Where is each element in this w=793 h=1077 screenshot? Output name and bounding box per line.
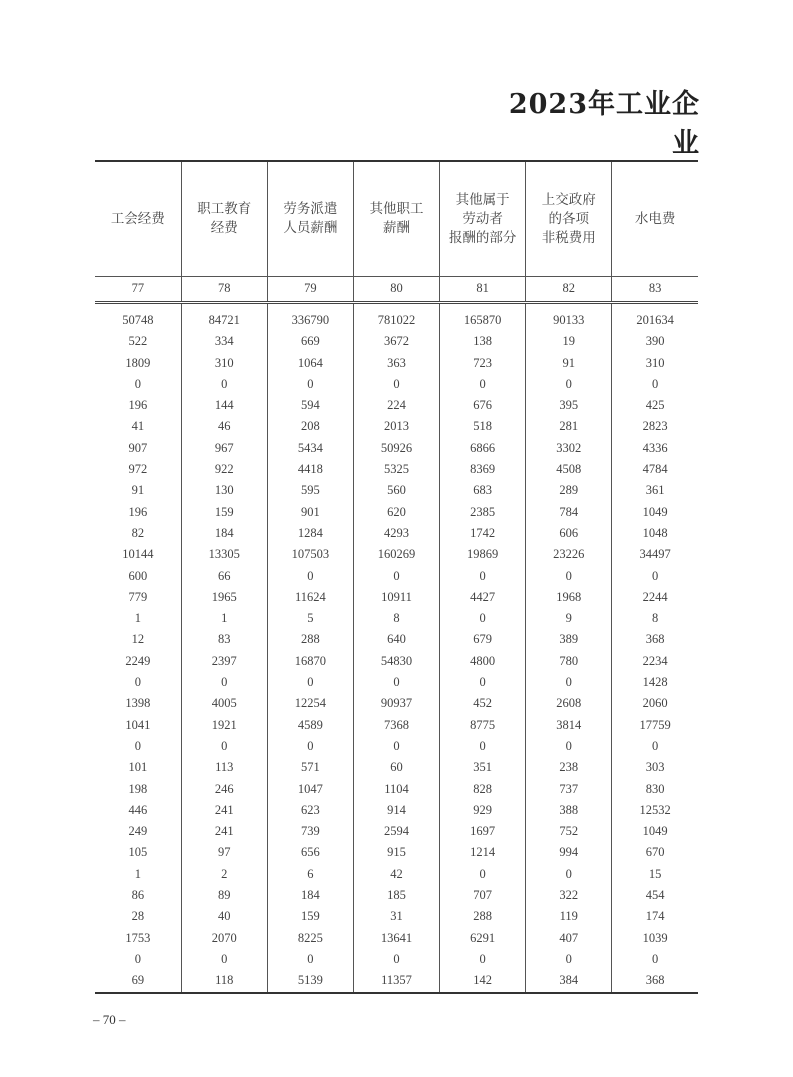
- column-code-row: [95, 277, 698, 303]
- table-cell: 13641: [353, 928, 439, 949]
- table-cell: 89: [181, 885, 267, 906]
- table-cell: 19869: [440, 544, 526, 565]
- table-cell: 0: [134, 376, 141, 391]
- table-cell: 780: [526, 651, 612, 672]
- table-cell: 174: [612, 906, 698, 927]
- table-cell: 368: [612, 629, 698, 650]
- column-code: 79: [267, 277, 353, 303]
- table-row: [95, 928, 698, 949]
- table-cell: 224: [353, 395, 439, 416]
- table-row: [95, 821, 698, 842]
- table-cell: 0: [440, 949, 526, 970]
- table-cell: 0: [353, 566, 439, 587]
- table-cell: 929: [440, 800, 526, 821]
- table-cell: 752: [526, 821, 612, 842]
- table-cell: 91: [526, 353, 612, 374]
- table-cell: 4418: [267, 459, 353, 480]
- table-cell: 5: [267, 608, 353, 629]
- column-header: [95, 161, 181, 277]
- column-header-line: 报酬的部分: [448, 229, 517, 246]
- table-cell: 361: [612, 480, 698, 501]
- table-cell: 0: [440, 566, 526, 587]
- table-cell: 914: [353, 800, 439, 821]
- column-header-line: 劳务派遣: [283, 201, 338, 217]
- table-cell: 0: [134, 675, 141, 690]
- table-cell: 201634: [612, 303, 698, 332]
- table-row: [95, 587, 698, 608]
- table-row: [95, 715, 698, 736]
- table-cell: 41: [131, 419, 145, 434]
- table-cell: 739: [267, 821, 353, 842]
- table-cell: 518: [440, 416, 526, 437]
- table-cell: 91: [131, 483, 145, 498]
- table-cell: 3672: [353, 331, 439, 352]
- column-header: [440, 161, 526, 277]
- table-cell: 336790: [267, 303, 353, 332]
- table-row: [95, 949, 698, 970]
- table-cell: 0: [440, 864, 526, 885]
- table-row: [95, 970, 698, 992]
- table-cell: 241: [181, 821, 267, 842]
- table-cell: 82: [131, 525, 145, 540]
- table-cell: 571: [267, 757, 353, 778]
- table-cell: 640: [353, 629, 439, 650]
- table-cell: 42: [353, 864, 439, 885]
- table-cell: 967: [181, 438, 267, 459]
- table-cell: 4293: [353, 523, 439, 544]
- table-cell: 2608: [526, 693, 612, 714]
- column-header-line: 工会经费: [110, 210, 165, 227]
- table-body: [95, 277, 698, 993]
- table-cell: 0: [181, 736, 267, 757]
- table-cell: 10144: [122, 547, 154, 562]
- table-cell: 288: [440, 906, 526, 927]
- table-cell: 1742: [440, 523, 526, 544]
- table-cell: 8775: [440, 715, 526, 736]
- table-cell: 12254: [267, 693, 353, 714]
- table-cell: 19: [526, 331, 612, 352]
- table-cell: 1214: [440, 842, 526, 863]
- table-row: [95, 693, 698, 714]
- table-cell: 368: [612, 970, 698, 992]
- table-cell: 0: [526, 736, 612, 757]
- table-cell: 86: [131, 888, 145, 903]
- table-cell: 1064: [267, 353, 353, 374]
- table-cell: 363: [353, 353, 439, 374]
- table-cell: 208: [267, 416, 353, 437]
- table-cell: 2397: [181, 651, 267, 672]
- table-cell: 1809: [125, 355, 151, 370]
- table-row: [95, 374, 698, 395]
- table-cell: 90937: [353, 693, 439, 714]
- table-cell: 1428: [612, 672, 698, 693]
- table-cell: 669: [267, 331, 353, 352]
- table-row: [95, 395, 698, 416]
- table-cell: 446: [128, 802, 148, 817]
- table-cell: 1104: [353, 779, 439, 800]
- table-cell: 907: [128, 440, 148, 455]
- page-title: 2023年工业企业: [508, 89, 700, 159]
- table-cell: 2594: [353, 821, 439, 842]
- table-cell: 105: [128, 845, 148, 860]
- table-cell: 1048: [612, 523, 698, 544]
- table-cell: 0: [526, 864, 612, 885]
- table-cell: 1398: [125, 696, 151, 711]
- table-cell: 0: [134, 951, 141, 966]
- table-cell: 60: [353, 757, 439, 778]
- column-header: [181, 161, 267, 277]
- column-header-line: 的各项: [548, 210, 590, 227]
- table-cell: 1049: [612, 821, 698, 842]
- table-cell: 4427: [440, 587, 526, 608]
- column-header-line: 薪酬: [382, 220, 410, 236]
- column-header-line: 其他属于: [455, 191, 510, 208]
- table-cell: 289: [526, 480, 612, 501]
- table-cell: 407: [526, 928, 612, 949]
- table-cell: 8225: [267, 928, 353, 949]
- table-cell: 4800: [440, 651, 526, 672]
- table-cell: 0: [526, 566, 612, 587]
- table-cell: 779: [128, 589, 148, 604]
- table-row: [95, 331, 698, 352]
- table-cell: 2234: [612, 651, 698, 672]
- table-cell: 679: [440, 629, 526, 650]
- table-cell: 623: [267, 800, 353, 821]
- table-cell: 142: [440, 970, 526, 992]
- table-cell: 83: [181, 629, 267, 650]
- table-cell: 0: [181, 374, 267, 395]
- table-row: [95, 416, 698, 437]
- table-cell: 310: [612, 353, 698, 374]
- column-header: [353, 161, 439, 277]
- table-row: [95, 779, 698, 800]
- table-cell: 0: [267, 949, 353, 970]
- column-code: 77: [95, 277, 181, 303]
- table-cell: 84721: [181, 303, 267, 332]
- table-row: [95, 353, 698, 374]
- table-cell: 185: [353, 885, 439, 906]
- table-cell: 8369: [440, 459, 526, 480]
- table-cell: 249: [128, 824, 148, 839]
- table-cell: 0: [353, 672, 439, 693]
- table-cell: 0: [267, 566, 353, 587]
- table-cell: 3302: [526, 438, 612, 459]
- table-cell: 241: [181, 800, 267, 821]
- column-header: [526, 161, 612, 277]
- table-cell: 11624: [267, 587, 353, 608]
- table-cell: 425: [612, 395, 698, 416]
- table-cell: 2013: [353, 416, 439, 437]
- table-cell: 915: [353, 842, 439, 863]
- table-cell: 3814: [526, 715, 612, 736]
- table-cell: 683: [440, 480, 526, 501]
- table-cell: 454: [612, 885, 698, 906]
- table-cell: 54830: [353, 651, 439, 672]
- table-row: [95, 459, 698, 480]
- table-cell: 0: [181, 949, 267, 970]
- table-row: [95, 842, 698, 863]
- table-cell: 9: [526, 608, 612, 629]
- table-cell: 0: [440, 736, 526, 757]
- table-cell: 1041: [125, 717, 151, 732]
- table-cell: 384: [526, 970, 612, 992]
- column-header: [267, 161, 353, 277]
- table-cell: 159: [267, 906, 353, 927]
- table-cell: 31: [353, 906, 439, 927]
- table-cell: 0: [267, 672, 353, 693]
- table-cell: 159: [181, 502, 267, 523]
- table-cell: 1697: [440, 821, 526, 842]
- table-cell: 5434: [267, 438, 353, 459]
- column-header-line: 职工教育: [197, 201, 252, 217]
- table-cell: 1: [134, 611, 141, 626]
- table-cell: 0: [612, 374, 698, 395]
- column-code: 78: [181, 277, 267, 303]
- table-cell: 118: [181, 970, 267, 992]
- table-cell: 972: [128, 462, 148, 477]
- table-cell: 560: [353, 480, 439, 501]
- table-row: [95, 864, 698, 885]
- table-row: [95, 736, 698, 757]
- table-cell: 830: [612, 779, 698, 800]
- column-code: 80: [353, 277, 439, 303]
- table-cell: 303: [612, 757, 698, 778]
- table-cell: 281: [526, 416, 612, 437]
- table-cell: 1047: [267, 779, 353, 800]
- column-header-line: 非税费用: [541, 229, 596, 246]
- table-cell: 107503: [267, 544, 353, 565]
- table-cell: 0: [612, 736, 698, 757]
- table-row: [95, 608, 698, 629]
- table-cell: 0: [526, 672, 612, 693]
- table-row: [95, 629, 698, 650]
- table-cell: 97: [181, 842, 267, 863]
- table-cell: 707: [440, 885, 526, 906]
- table-cell: 50926: [353, 438, 439, 459]
- table-cell: 676: [440, 395, 526, 416]
- column-code: 81: [440, 277, 526, 303]
- table-cell: 288: [267, 629, 353, 650]
- table-cell: 1753: [125, 930, 151, 945]
- table-cell: 600: [128, 568, 148, 583]
- table-cell: 50748: [122, 313, 154, 327]
- table-cell: 522: [128, 334, 148, 349]
- table-cell: 0: [612, 566, 698, 587]
- table-cell: 119: [526, 906, 612, 927]
- table-cell: 69: [131, 973, 145, 988]
- table-cell: 17759: [612, 715, 698, 736]
- table-cell: 0: [440, 374, 526, 395]
- table-cell: 34497: [612, 544, 698, 565]
- table-cell: 1039: [612, 928, 698, 949]
- table-cell: 184: [267, 885, 353, 906]
- table-cell: 1: [134, 866, 141, 881]
- table-cell: 0: [267, 736, 353, 757]
- table-cell: 0: [612, 949, 698, 970]
- column-header-line: 人员薪酬: [283, 220, 338, 236]
- column-code: 83: [612, 277, 698, 303]
- table-cell: 0: [440, 608, 526, 629]
- table-cell: 0: [526, 949, 612, 970]
- table-cell: 10911: [353, 587, 439, 608]
- table-cell: 1921: [181, 715, 267, 736]
- table-cell: 11357: [353, 970, 439, 992]
- data-table: [95, 160, 698, 994]
- table-cell: 452: [440, 693, 526, 714]
- table-cell: 322: [526, 885, 612, 906]
- table-cell: 138: [440, 331, 526, 352]
- table-cell: 1049: [612, 502, 698, 523]
- table-cell: 606: [526, 523, 612, 544]
- table-cell: 101: [128, 760, 148, 775]
- column-header-line: 经费: [210, 220, 238, 236]
- table-cell: 388: [526, 800, 612, 821]
- table-cell: 1284: [267, 523, 353, 544]
- table-cell: 620: [353, 502, 439, 523]
- table-cell: 670: [612, 842, 698, 863]
- table-cell: 184: [181, 523, 267, 544]
- table-cell: 144: [181, 395, 267, 416]
- table-cell: 2060: [612, 693, 698, 714]
- table-cell: 784: [526, 502, 612, 523]
- table-cell: 28: [131, 909, 145, 924]
- column-header-line: 劳动者: [462, 210, 503, 227]
- table-cell: 595: [267, 480, 353, 501]
- table-cell: 1968: [526, 587, 612, 608]
- table-row: [95, 800, 698, 821]
- table-cell: 0: [181, 672, 267, 693]
- table-cell: 246: [181, 779, 267, 800]
- table-cell: 390: [612, 331, 698, 352]
- table-cell: 0: [353, 949, 439, 970]
- table-cell: 922: [181, 459, 267, 480]
- table-cell: 2244: [612, 587, 698, 608]
- table-row: [95, 757, 698, 778]
- table-cell: 46: [181, 416, 267, 437]
- table-cell: 23226: [526, 544, 612, 565]
- table-cell: 8: [353, 608, 439, 629]
- table-cell: 723: [440, 353, 526, 374]
- table-cell: 5139: [267, 970, 353, 992]
- table-cell: 901: [267, 502, 353, 523]
- table-cell: 389: [526, 629, 612, 650]
- table-cell: 994: [526, 842, 612, 863]
- table-cell: 1: [181, 608, 267, 629]
- table-cell: 395: [526, 395, 612, 416]
- table-cell: 198: [128, 781, 148, 796]
- table-cell: 4508: [526, 459, 612, 480]
- table-cell: 2823: [612, 416, 698, 437]
- table-row: [95, 544, 698, 565]
- page-number: – 70 –: [93, 1012, 126, 1027]
- column-code: 82: [526, 277, 612, 303]
- table-cell: 8: [612, 608, 698, 629]
- table-cell: 4589: [267, 715, 353, 736]
- table-cell: 113: [181, 757, 267, 778]
- column-header-line: 上交政府: [541, 191, 596, 208]
- table-cell: 2070: [181, 928, 267, 949]
- table-cell: 0: [134, 738, 141, 753]
- table-cell: 334: [181, 331, 267, 352]
- table-cell: 12: [131, 632, 145, 647]
- table-cell: 781022: [353, 303, 439, 332]
- table-cell: 2385: [440, 502, 526, 523]
- table-cell: 0: [353, 374, 439, 395]
- table-cell: 15: [612, 864, 698, 885]
- table-cell: 90133: [526, 303, 612, 332]
- table-cell: 310: [181, 353, 267, 374]
- table-row: [95, 303, 698, 332]
- table-cell: 66: [181, 566, 267, 587]
- table-cell: 160269: [353, 544, 439, 565]
- table-cell: 196: [128, 504, 148, 519]
- table-row: [95, 672, 698, 693]
- table-row: [95, 885, 698, 906]
- column-header-line: 其他职工: [369, 201, 424, 217]
- table-cell: 130: [181, 480, 267, 501]
- table-cell: 4784: [612, 459, 698, 480]
- table-row: [95, 523, 698, 544]
- table-row: [95, 651, 698, 672]
- table-cell: 16870: [267, 651, 353, 672]
- table-cell: 1965: [181, 587, 267, 608]
- table-cell: 594: [267, 395, 353, 416]
- table-cell: 6: [267, 864, 353, 885]
- table-header-row: [95, 161, 698, 277]
- table-cell: 0: [526, 374, 612, 395]
- column-header: [612, 161, 698, 277]
- table-cell: 238: [526, 757, 612, 778]
- table-row: [95, 502, 698, 523]
- table-cell: 4005: [181, 693, 267, 714]
- table-cell: 196: [128, 398, 148, 413]
- table-cell: 0: [440, 672, 526, 693]
- column-header-line: 水电费: [634, 210, 676, 227]
- table-cell: 2249: [125, 653, 151, 668]
- table-cell: 828: [440, 779, 526, 800]
- table-cell: 40: [181, 906, 267, 927]
- table-row: [95, 480, 698, 501]
- table-cell: 4336: [612, 438, 698, 459]
- table-cell: 351: [440, 757, 526, 778]
- table-cell: 737: [526, 779, 612, 800]
- table-cell: 7368: [353, 715, 439, 736]
- table-cell: 6866: [440, 438, 526, 459]
- table-cell: 12532: [612, 800, 698, 821]
- table-row: [95, 566, 698, 587]
- table-cell: 13305: [181, 544, 267, 565]
- table-cell: 5325: [353, 459, 439, 480]
- table-row: [95, 906, 698, 927]
- table-cell: 0: [267, 374, 353, 395]
- table-cell: 656: [267, 842, 353, 863]
- table-cell: 6291: [440, 928, 526, 949]
- table-row: [95, 438, 698, 459]
- table-cell: 2: [181, 864, 267, 885]
- table-cell: 0: [353, 736, 439, 757]
- table-cell: 165870: [440, 303, 526, 332]
